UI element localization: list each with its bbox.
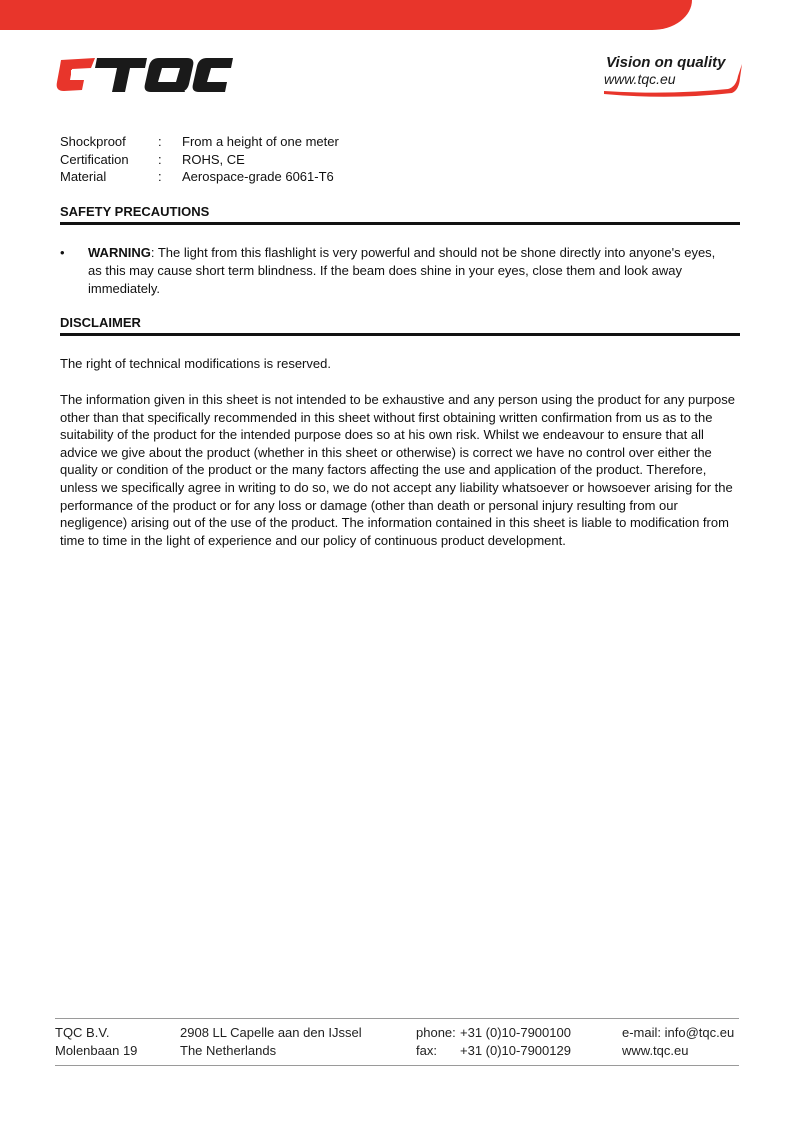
footer-contact (416, 1024, 571, 1060)
spec-colon: : (158, 151, 162, 167)
spec-label: Shockproof (60, 134, 126, 149)
footer-email[interactable]: e-mail: info@tqc.eu (622, 1025, 735, 1040)
spec-label: Certification (60, 151, 129, 167)
footer-fax: +31 (0)10-7900129 (460, 1043, 571, 1058)
footer-phone[interactable]: +31 (0)10-7900100 (460, 1025, 571, 1040)
footer-phone-row (416, 1024, 571, 1042)
footer-address (180, 1024, 362, 1060)
footer-web (622, 1024, 734, 1060)
spec-value: ROHS, CE (182, 151, 245, 167)
tqc-logo (55, 56, 233, 94)
warning-label: WARNING (88, 245, 151, 260)
spec-colon: : (158, 134, 162, 149)
warning-list-item (60, 244, 740, 298)
footer-company (55, 1024, 137, 1060)
tagline (600, 54, 745, 98)
footer-city: 2908 LL Capelle aan den IJssel (180, 1025, 362, 1040)
warning-body: : The light from this flashlight is very powerful and should not be shone directly into anyone's eyes, as this may cause short term blindness. If the beam does shine in your eyes, close them and look away immediately. (88, 245, 716, 296)
footer-fax-row (416, 1042, 571, 1060)
disclaimer-paragraph-1: The right of technical modifications is reserved. (60, 356, 331, 371)
footer-fax-label: fax: (416, 1043, 437, 1058)
top-banner (0, 0, 692, 30)
tagline-website[interactable]: www.tqc.eu (604, 71, 676, 87)
disclaimer-heading: DISCLAIMER (60, 315, 740, 336)
disclaimer-paragraph-2: The information given in this sheet is not intended to be exhaustive and any person using the product for any purpose other than that specifically recommended in this sheet without first obtaining written confirmation from us as to the suitability of the product for the intended purpose does so at his own risk. Whilst we endeavour to ensure that all advice we give about the product (whether in this sheet or otherwise) is correct we have no control over either the quality or condition of the product or the many factors affecting the use and application of the product. Therefore, unless we specifically agree in writing to do so, we do not accept any liability whatsoever or howsoever arising for the performance of the product or for any loss or damage (other than death or personal injury resulting from our negligence) arising out of the use of the product. The information contained in this sheet is liable to modification from time to time in the light of experience and our policy of continuous product development. (60, 392, 735, 548)
warning-text (88, 244, 728, 298)
footer-website[interactable]: www.tqc.eu (622, 1043, 689, 1058)
disclaimer-section (60, 315, 740, 336)
tagline-slogan: Vision on quality (606, 54, 726, 71)
spec-value: Aerospace-grade 6061-T6 (182, 169, 334, 184)
footer-company-name: TQC B.V. (55, 1025, 110, 1040)
footer-country: The Netherlands (180, 1043, 277, 1058)
spec-row (60, 133, 740, 151)
tqc-logo-mark (55, 56, 233, 94)
spec-label: Material (60, 169, 107, 184)
footer-street: Molenbaan 19 (55, 1043, 138, 1058)
safety-heading: SAFETY PRECAUTIONS (60, 204, 740, 225)
spec-row (60, 151, 740, 169)
bullet-icon: • (60, 245, 65, 260)
footer-divider-top (55, 1018, 739, 1019)
footer-divider-bottom (55, 1065, 739, 1066)
specs-table (60, 133, 740, 186)
spec-value: From a height of one meter (182, 134, 339, 149)
safety-section (60, 204, 740, 225)
footer-phone-label: phone: (416, 1025, 456, 1040)
spec-row (60, 168, 740, 186)
spec-colon: : (158, 169, 162, 184)
